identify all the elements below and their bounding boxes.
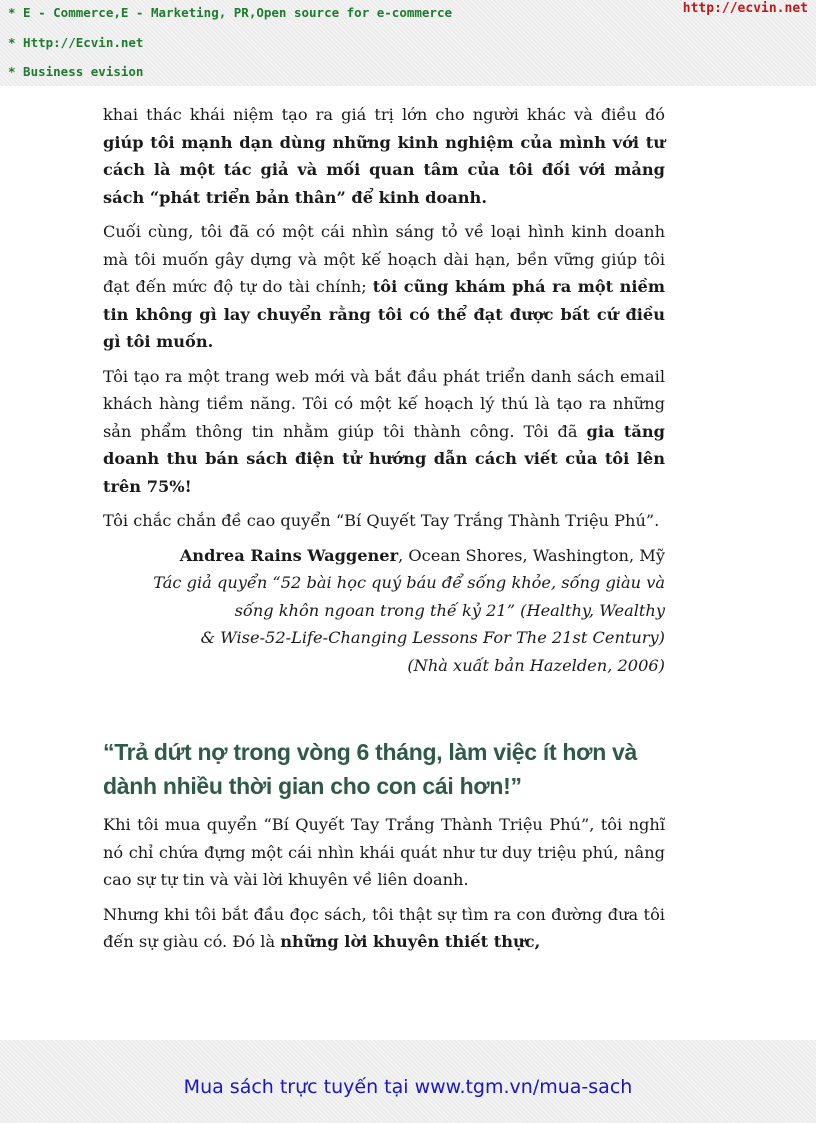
paragraph-2-emphasis: tôi cũng khám phá ra một niềm tin không gì lay chuyển rằng tôi có thể đạt được bất cứ điều gì tôi muốn. [103,277,665,351]
header-url-link[interactable]: http://ecvin.net [682,1,808,16]
author-location: , Ocean Shores, Washington, Mỹ [398,545,665,565]
paragraph-1 [103,101,665,211]
paragraph-3-text: Tôi tạo ra một trang web mới và bắt đầu phát triển danh sách email khách hàng tiềm năng. Tôi có một kế hoạch lý thú là tạo ra những sản phẩm thông tin nhằm giúp tôi thành công. Tôi đã [103,366,665,441]
attribution-book-line-2: sống khôn ngoan trong thế kỷ 21” (Healthy, Wealthy [234,600,665,620]
attribution-book-line-1: Tác giả quyển “52 bài học quý báu để sống khỏe, sống giàu và [153,573,665,592]
paragraph-4: Tôi chắc chắn đề cao quyển “Bí Quyết Tay Trắng Thành Triệu Phú”. [103,511,660,530]
paragraph-1-emphasis: giúp tôi mạnh dạn dùng những kinh nghiệm của mình với tư cách là một tác giả và mối quan tâm của tôi đối với mảng sách “phát triển bản thân” để kinh doanh. [103,132,665,207]
paragraph-1-text: khai thác khái niệm tạo ra giá trị lớn cho người khác và điều đó [103,105,665,124]
attribution-author [103,542,665,570]
attribution-book-line-3: & Wise-52-Life-Changing Lessons For The 21st Century) [200,628,665,647]
header-line-website[interactable]: * Http://Ecvin.net [8,35,144,50]
header-line-ecommerce: * E - Commerce,E - Marketing, PR,Open source for e-commerce [8,5,453,20]
paragraph-6-text: Nhưng khi tôi bắt đầu đọc sách, tôi thật sự tìm ra con đường đưa tôi đến sự giàu có. Đó là [103,904,665,951]
page-content [103,101,665,963]
author-name: Andrea Rains Waggener [179,545,399,565]
attribution-publisher: (Nhà xuất bản Hazelden, 2006) [407,655,665,675]
footer-link[interactable]: Mua sách trực tuyến tại www.tgm.vn/mua-sach [183,1076,633,1098]
paragraph-2-text: Cuối cùng, tôi đã có một cái nhìn sáng tỏ về loại hình kinh doanh mà tôi muốn gây dựng và một kế hoạch dài hạn, bền vững giúp tôi đạt đến mức độ tự do tài chính; [103,222,665,296]
testimonial-attribution [103,542,665,680]
paragraph-3-emphasis: gia tăng doanh thu bán sách điện tử hướng dẫn cách viết của tôi lên trên 75%! [103,421,665,496]
paragraph-2 [103,218,665,356]
paragraph-3 [103,363,665,501]
paragraph-6-emphasis: những lời khuyên thiết thực, [280,932,541,951]
testimonial-heading: “Trả dứt nợ trong vòng 6 tháng, làm việc ít hơn và dành nhiều thời gian cho con cái hơn!” [103,739,638,799]
paragraph-5: Khi tôi mua quyển “Bí Quyết Tay Trắng Thành Triệu Phú”, tôi nghĩ nó chỉ chứa đựng một cái nhìn khái quát như tư duy triệu phú, nâng cao sự tự tin và vài lời khuyên về liên doanh. [103,815,665,889]
paragraph-6 [103,901,665,956]
header-line-business: * Business evision [8,64,144,79]
